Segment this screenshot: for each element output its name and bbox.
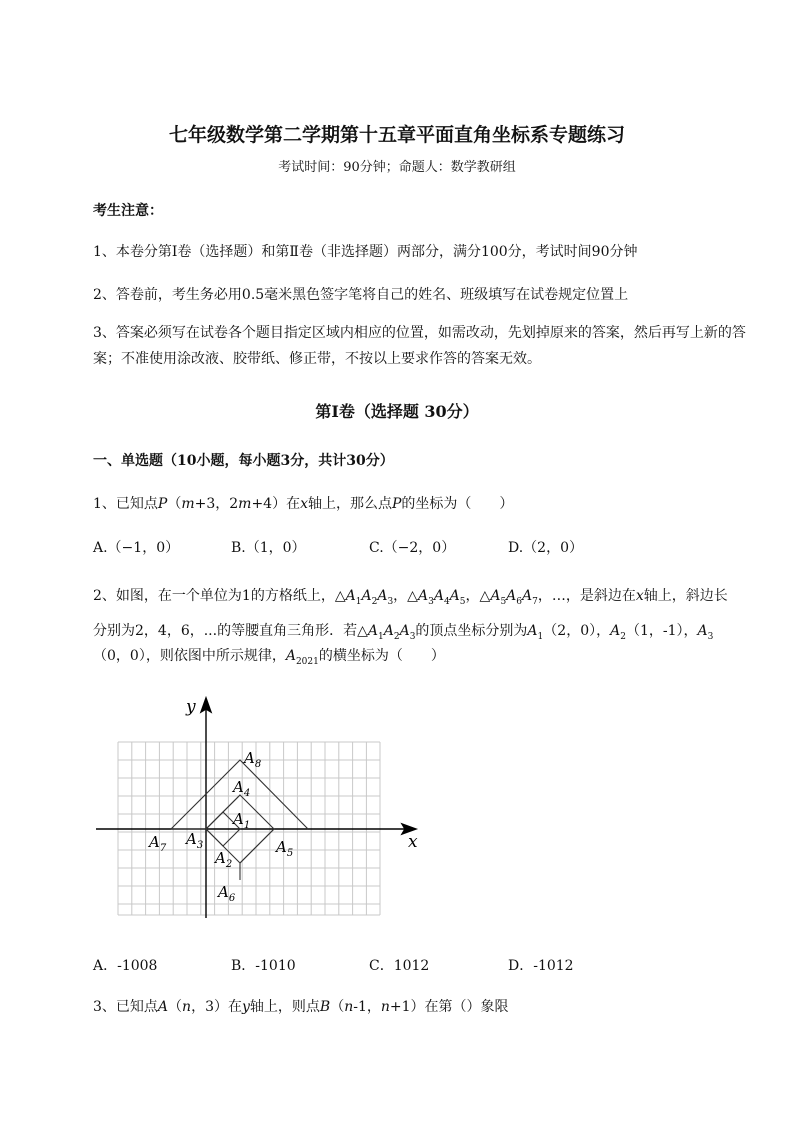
x-axis-label: x bbox=[408, 832, 418, 852]
q2-option-d[interactable]: D．-1012 bbox=[508, 958, 574, 974]
q1-option-a[interactable]: A.（−1，0） bbox=[93, 540, 180, 556]
label-a8: $A_8$ bbox=[244, 749, 262, 770]
notice-heading: 考生注意： bbox=[93, 203, 163, 219]
q1-option-c[interactable]: C.（−2，0） bbox=[369, 540, 456, 556]
q1-option-b[interactable]: B.（1，0） bbox=[231, 540, 306, 556]
notice-item-2: 2、答卷前，考生务必用0.5毫米黑色签字笔将自己的姓名、班级填写在试卷规定位置上 bbox=[93, 287, 629, 303]
part-title: 一、单选题（10小题，每小题3分，共计30分） bbox=[93, 453, 394, 469]
label-a5: $A_5$ bbox=[276, 838, 294, 859]
page-title: 七年级数学第二学期第十五章平面直角坐标系专题练习 bbox=[168, 124, 625, 146]
notice-item-3: 3、答案必须写在试卷各个题目指定区域内相应的位置，如需改动，先划掉原来的答案，然后再写上新的答案；不准使用涂改液、胶带纸、修正带，不按以上要求作答的答案无效。 bbox=[93, 325, 746, 367]
question-2-line-3: （0，0），则依图中所示规律，$A_{2021}$的横坐标为（ ） bbox=[93, 648, 445, 667]
label-a6: $A_6$ bbox=[218, 883, 236, 904]
label-a3: $A_3$ bbox=[186, 830, 204, 851]
y-axis-label: y bbox=[186, 697, 196, 717]
label-a2: $A_2$ bbox=[215, 849, 233, 870]
label-a4: $A_4$ bbox=[233, 778, 251, 799]
coordinate-grid-figure bbox=[90, 690, 430, 920]
question-2-line-2: 分别为2，4，6，...的等腰直角三角形．若$\triangle A_1A_2A_3$的顶点坐标分别为$A_1(2$，0），$A_2(1$，-1），$A_3$ bbox=[93, 623, 714, 642]
q2-option-b[interactable]: B．-1010 bbox=[231, 958, 296, 974]
label-a1: $A_1$ bbox=[233, 810, 251, 831]
question-2-line-1: 2、如图，在一个单位为1的方格纸上，$\triangle A_1A_2A_3$，$\triangle A_3A_4A_5$，$\triangle A_5A_6A_7$，…，是斜边在x轴上，斜边长 bbox=[93, 588, 728, 607]
question-3-stem: 3、已知点A（n，3）在y轴上，则点B（n-1，n+1）在第（）象限 bbox=[93, 999, 509, 1015]
q2-option-a[interactable]: A．-1008 bbox=[93, 958, 158, 974]
label-a7: $A_7$ bbox=[149, 833, 167, 854]
exam-info: 考试时间：90分钟；命题人：数学教研组 bbox=[278, 160, 516, 175]
section-title: 第I卷（选择题 30分） bbox=[315, 402, 479, 421]
q2-option-c[interactable]: C．1012 bbox=[369, 958, 430, 974]
notice-item-1: 1、本卷分第I卷（选择题）和第Ⅱ卷（非选择题）两部分，满分100分，考试时间90分钟 bbox=[93, 244, 638, 260]
question-1-stem: 1、已知点P（m+3，2m+4）在x轴上，那么点P的坐标为（ ） bbox=[93, 496, 514, 512]
q1-option-d[interactable]: D.（2，0） bbox=[508, 540, 583, 556]
